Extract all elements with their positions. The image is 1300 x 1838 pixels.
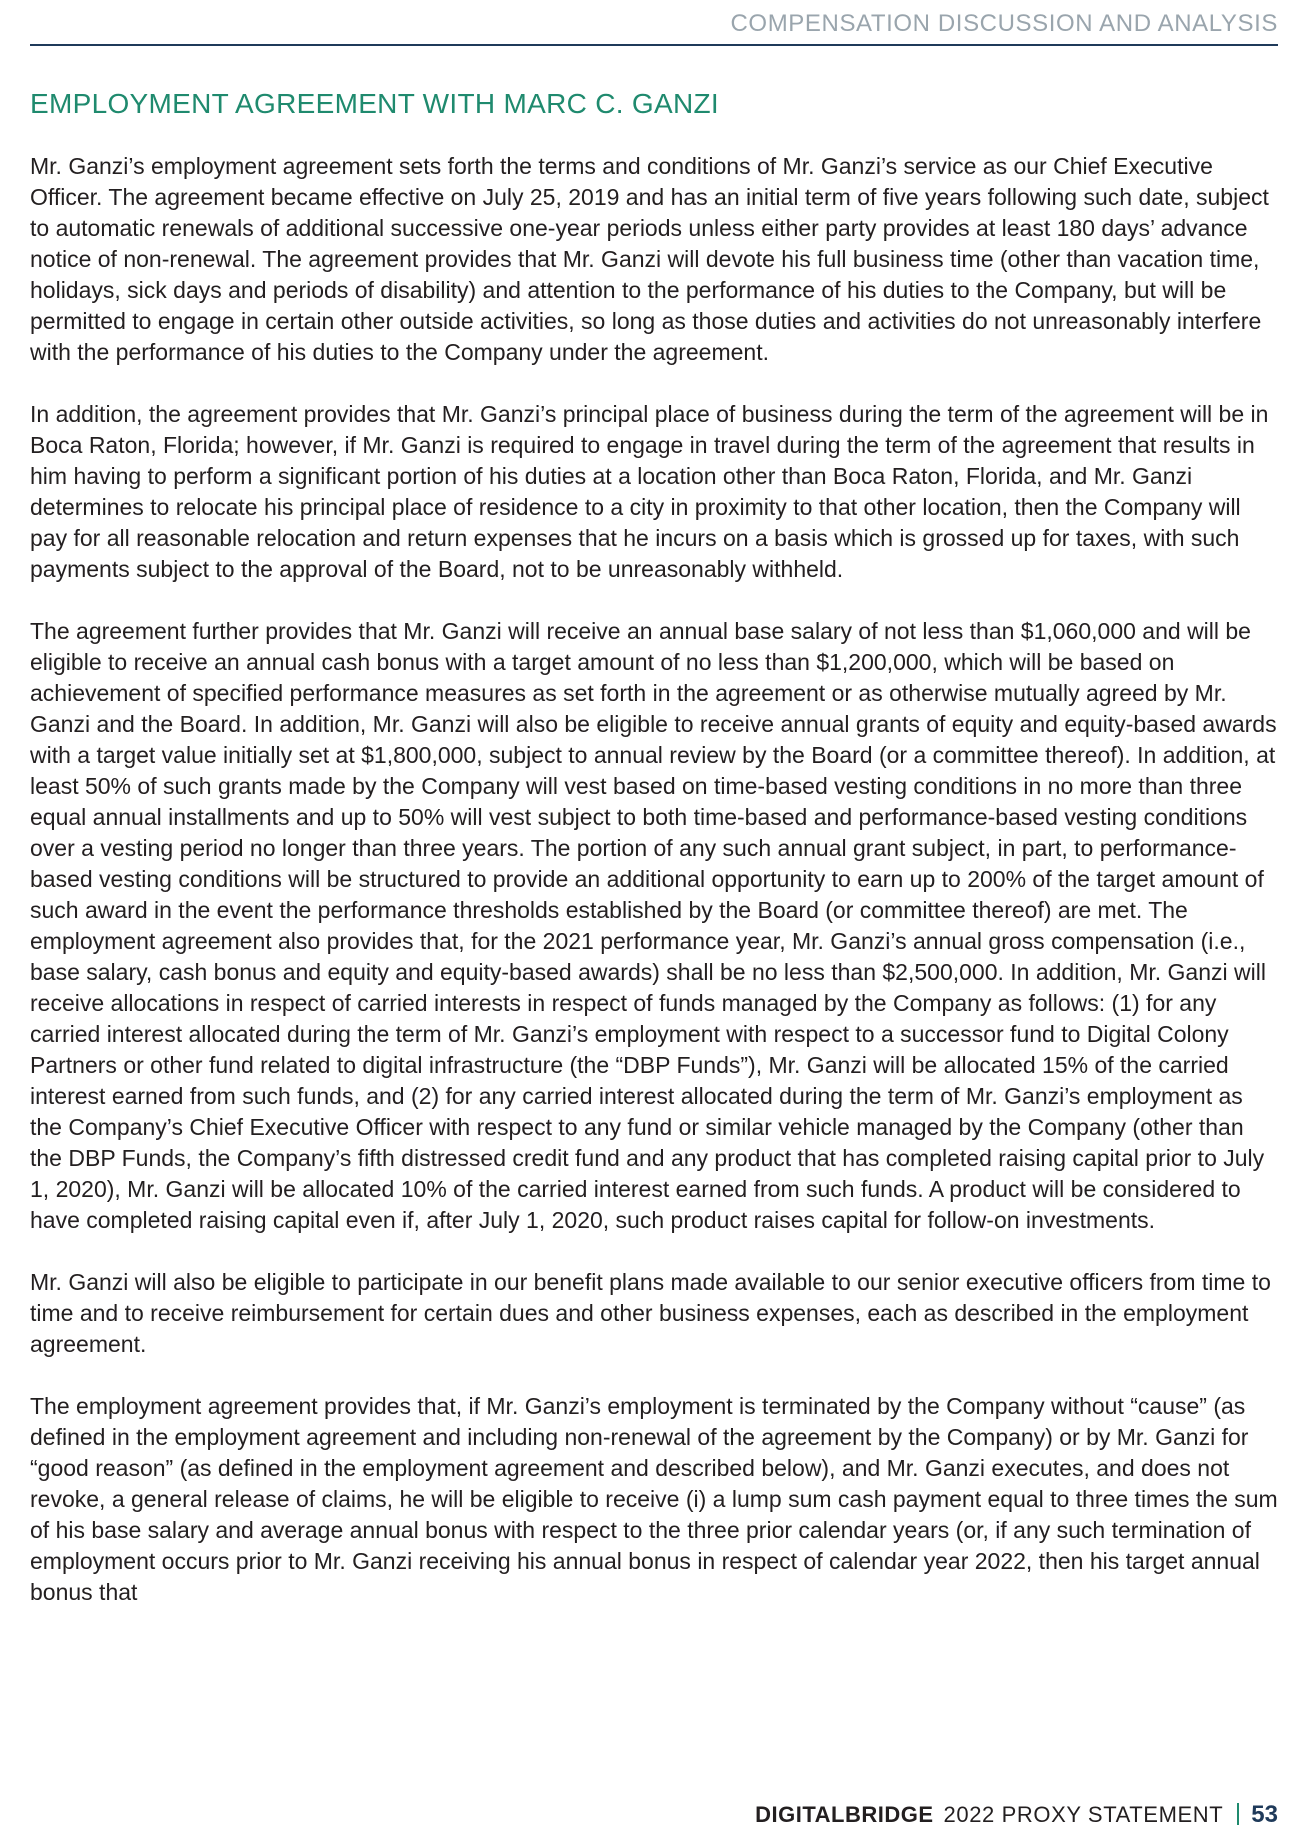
paragraph-compensation: The agreement further provides that Mr. Ganzi will receive an annual base salary of not less than $1,060,000 and will be eligible to receive an annual cash bonus with a target amount of no less than $1,200,000, which will be based on achievement of specified performance measures as set forth in the agreement or as otherwise mutually agreed by Mr. Ganzi and the Board. In addition, Mr. Ganzi will also be eligible to receive annual grants of equity and equity-based awards with a target value initially set at $1,800,000, subject to annual review by the Board (or a committee thereof). In addition, at least 50% of such grants made by the Company will vest based on time-based vesting conditions in no more than three equal annual installments and up to 50% will vest subject to both time-based and performance-based vesting conditions over a vesting period no longer than three years. The portion of any such annual grant subject, in part, to performance-based vesting conditions will be structured to provide an additional opportunity to earn up to 200% of the target amount of such award in the event the performance thresholds established by the Board (or committee thereof) are met. The employment agreement also provides that, for the 2021 performance year, Mr. Ganzi’s annual gross compensation (i.e., base salary, cash bonus and equity and equity-based awards) shall be no less than $2,500,000. In addition, Mr. Ganzi will receive allocations in respect of carried interests in respect of funds managed by the Company as follows: (1) for any carried interest allocated during the term of Mr. Ganzi’s employment with respect to a successor fund to Digital Colony Partners or other fund related to digital infrastructure (the “DBP Funds”), Mr. Ganzi will be allocated 15% of the carried interest earned from such funds, and (2) for any carried interest allocated during the term of Mr. Ganzi’s employment as the Company’s Chief Executive Officer with respect to any fund or similar vehicle managed by the Company (other than the DBP Funds, the Company’s fifth distressed credit fund and any product that has completed raising capital prior to July 1, 2020), Mr. Ganzi will be allocated 10% of the carried interest earned from such funds. A product will be considered to have completed raising capital even if, after July 1, 2020, such product raises capital for follow-on investments.	[30, 618, 1277, 1233]
header-divider	[30, 44, 1278, 46]
footer-document-title: 2022 PROXY STATEMENT	[943, 1802, 1224, 1827]
paragraph-term: Mr. Ganzi’s employment agreement sets forth the terms and conditions of Mr. Ganzi’s service as our Chief Executive Officer. The agreement became effective on July 25, 2019 and has an initial term of five years following such date, subject to automatic renewals of additional successive one-year periods unless either party provides at least 180 days’ advance notice of non-renewal. The agreement provides that Mr. Ganzi will devote his full business time (other than vacation time, holidays, sick days and periods of disability) and attention to the performance of his duties to the Company, but will be permitted to engage in certain other outside activities, so long as those duties and activities do not unreasonably interfere with the performance of his duties to the Company under the agreement.	[30, 153, 1269, 365]
paragraph-benefits: Mr. Ganzi will also be eligible to participate in our benefit plans made available to our senior executive officers from time to time and to receive reimbursement for certain dues and other business expenses, each as described in the employment agreement.	[30, 1269, 1271, 1357]
page-number: 53	[1251, 1801, 1278, 1828]
footer-brand: DIGITALBRIDGE	[755, 1802, 934, 1827]
section-title: EMPLOYMENT AGREEMENT WITH MARC C. GANZI	[30, 88, 719, 119]
body-text	[30, 151, 1280, 1639]
paragraph-place-of-business: In addition, the agreement provides that Mr. Ganzi’s principal place of business during the term of the agreement will be in Boca Raton, Florida; however, if Mr. Ganzi is required to engage in travel during the term of the agreement that results in him having to perform a significant portion of his duties at a location other than Boca Raton, Florida, and Mr. Ganzi determines to relocate his principal place of residence to a city in proximity to that other location, then the Company will pay for all reasonable relocation and return expenses that he incurs on a basis which is grossed up for taxes, with such payments subject to the approval of the Board, not to be unreasonably withheld.	[30, 401, 1269, 582]
paragraph-termination: The employment agreement provides that, if Mr. Ganzi’s employment is terminated by the Company without “cause” (as defined in the employment agreement and including non-renewal of the agreement by the Company) or by Mr. Ganzi for “good reason” (as defined in the employment agreement and described below), and Mr. Ganzi executes, and does not revoke, a general release of claims, he will be eligible to receive (i) a lump sum cash payment equal to three times the sum of his base salary and average annual bonus with respect to the three prior calendar years (or, if any such termination of employment occurs prior to Mr. Ganzi receiving his annual bonus in respect of calendar year 2022, then his target annual bonus that	[30, 1393, 1278, 1605]
running-header: COMPENSATION DISCUSSION AND ANALYSIS	[730, 10, 1278, 37]
document-page	[30, 0, 1278, 1838]
page-footer	[755, 1800, 1278, 1829]
footer-separator	[1237, 1803, 1239, 1825]
